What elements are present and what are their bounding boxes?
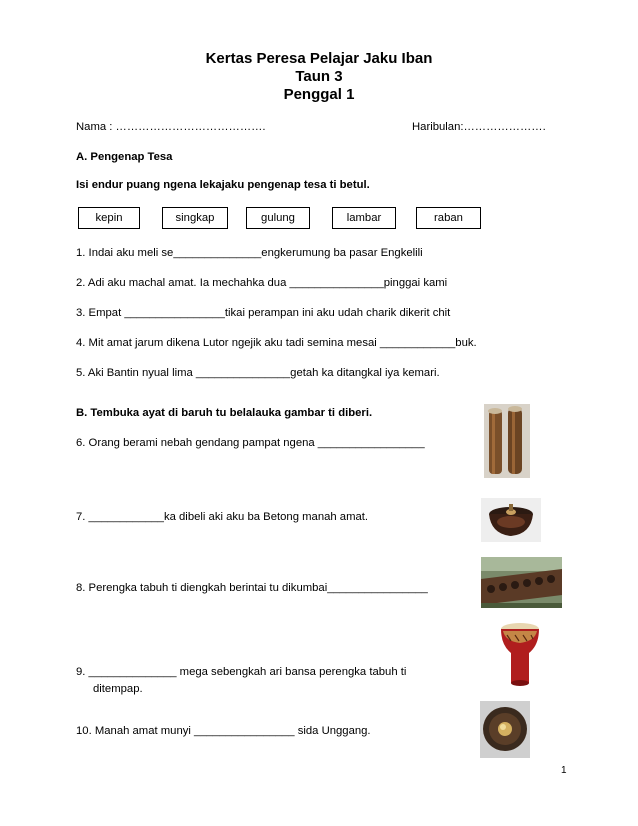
question-9: 9. ______________ mega sebengkah ari bansa perengka tabuh ti: [76, 666, 407, 678]
date-field-label: Haribulan:………………….: [412, 121, 546, 133]
question-9-continuation: ditempap.: [93, 683, 143, 695]
question-6: 6. Orang berami nebah gendang pampat ngena _________________: [76, 437, 425, 449]
section-b-heading: B. Tembuka ayat di baruh tu belalauka gambar ti diberi.: [76, 407, 373, 419]
worksheet-term: Penggal 1: [283, 86, 355, 103]
word-bank-item: singkap: [162, 207, 228, 229]
name-field-label: Nama : ………………………………….: [76, 121, 266, 133]
gong-row-picture: [481, 557, 562, 608]
drum-sticks-picture: [484, 404, 530, 478]
hand-drum-picture: [497, 621, 543, 689]
bowl-gong-picture: [481, 498, 541, 542]
word-bank-item: raban: [416, 207, 481, 229]
section-a-instruction: Isi endur puang ngena lekajaku pengenap tesa ti betul.: [76, 179, 370, 191]
gong-picture: [480, 701, 530, 758]
worksheet-year: Taun 3: [295, 68, 343, 85]
word-bank-item: gulung: [246, 207, 310, 229]
worksheet-title: Kertas Peresa Pelajar Jaku Iban: [205, 50, 433, 67]
question-4: 4. Mit amat jarum dikena Lutor ngejik aku tadi semina mesai ____________buk.: [76, 337, 477, 349]
page-number: 1: [561, 765, 567, 776]
word-bank-item: kepin: [78, 207, 140, 229]
question-1: 1. Indai aku meli se______________engkerumung ba pasar Engkelili: [76, 247, 423, 259]
question-3: 3. Empat ________________tikai perampan ini aku udah charik dikerit chit: [76, 307, 451, 319]
word-bank-item: lambar: [332, 207, 396, 229]
question-2: 2. Adi aku machal amat. Ia mechahka dua _______________pinggai kami: [76, 277, 448, 289]
question-10: 10. Manah amat munyi ________________ sida Unggang.: [76, 725, 371, 737]
question-5: 5. Aki Bantin nyual lima _______________getah ka ditangkal iya kemari.: [76, 367, 440, 379]
question-8: 8. Perengka tabuh ti diengkah berintai tu dikumbai________________: [76, 582, 428, 594]
question-7: 7. ____________ka dibeli aki aku ba Betong manah amat.: [76, 511, 369, 523]
section-a-heading: A. Pengenap Tesa: [76, 151, 173, 163]
